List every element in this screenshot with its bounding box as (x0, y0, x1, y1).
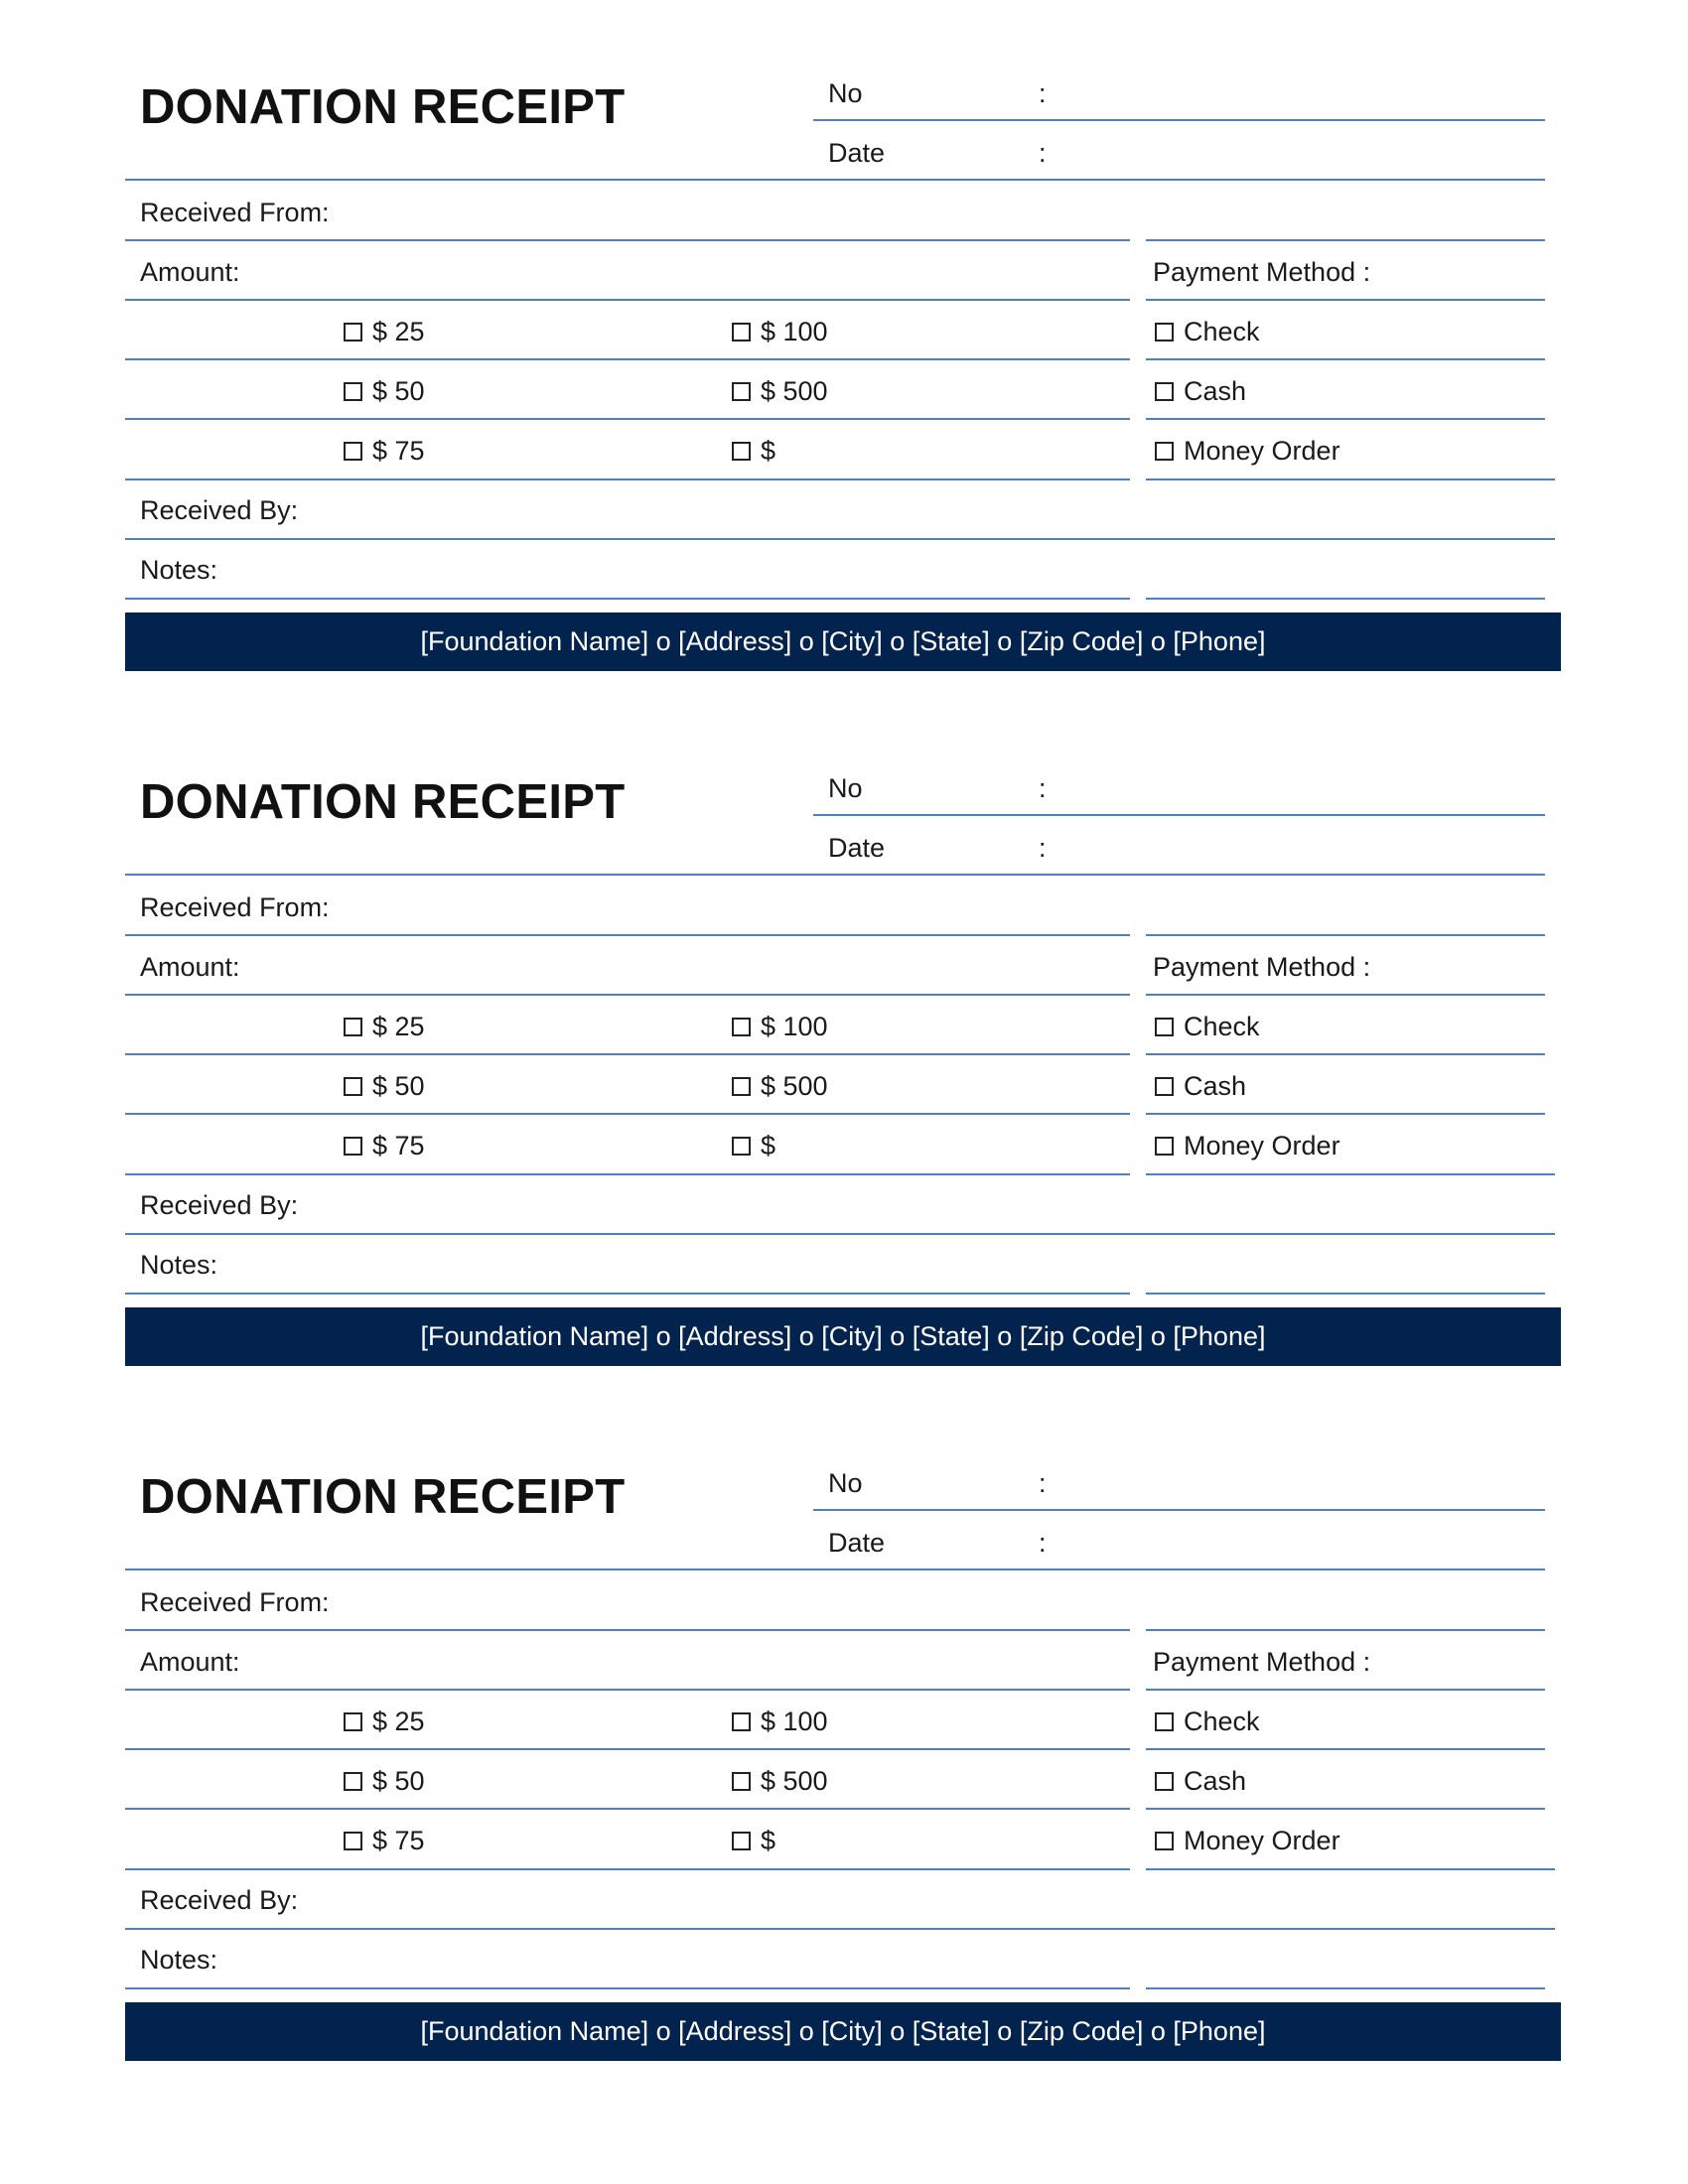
received-from-label: Received From: (140, 1587, 330, 1617)
notes-label: Notes: (140, 1250, 218, 1280)
checkbox-icon[interactable] (732, 1772, 751, 1791)
amount-option-500[interactable] (732, 376, 828, 407)
payment-option-label: Cash (1184, 1071, 1247, 1101)
payment-option-money-order[interactable] (1155, 1131, 1340, 1161)
checkbox-icon[interactable] (1155, 1712, 1174, 1731)
checkbox-icon[interactable] (1155, 323, 1174, 341)
amount-option-50[interactable] (344, 1766, 425, 1797)
received-by-field-line[interactable] (125, 1233, 1555, 1235)
option-row-line (125, 1113, 1130, 1115)
received-from-label: Received From: (140, 892, 330, 922)
notes-field-line-right (1146, 1987, 1545, 1989)
checkbox-icon[interactable] (344, 382, 362, 401)
received-from-field-line[interactable] (125, 239, 1130, 241)
checkbox-icon[interactable] (344, 1772, 362, 1791)
checkbox-icon[interactable] (344, 1137, 362, 1156)
payment-row-line (1146, 1868, 1555, 1870)
received-by-label: Received By: (140, 1190, 299, 1220)
receipt-title: DONATION RECEIPT (140, 80, 626, 134)
payment-method-line (1146, 299, 1545, 301)
date-label: Date (828, 138, 886, 168)
notes-label: Notes: (140, 555, 218, 585)
amount-option-label: $ 500 (761, 376, 828, 406)
checkbox-icon[interactable] (344, 1712, 362, 1731)
amount-option-75[interactable] (344, 1131, 425, 1161)
date-colon: : (1039, 1528, 1047, 1558)
date-label: Date (828, 833, 886, 863)
amount-option-label: $ 50 (372, 1071, 425, 1101)
option-row-line (125, 1053, 1130, 1055)
amount-option-label: $ (761, 1131, 776, 1160)
amount-option-label: $ 500 (761, 1766, 828, 1796)
option-row-line (125, 358, 1130, 360)
payment-option-check[interactable] (1155, 1706, 1260, 1737)
notes-field-line-right (1146, 1293, 1545, 1295)
date-field-line[interactable] (125, 179, 1545, 181)
received-by-label: Received By: (140, 495, 299, 525)
amount-option-label: $ 500 (761, 1071, 828, 1101)
payment-row-line (1146, 1113, 1545, 1115)
amount-option-label: $ 75 (372, 436, 425, 466)
payment-method-label: Payment Method : (1153, 1647, 1371, 1677)
amount-line (125, 994, 1130, 996)
amount-label: Amount: (140, 952, 240, 982)
received-by-label: Received By: (140, 1885, 299, 1915)
amount-option-label: $ 100 (761, 1706, 828, 1736)
amount-option-75[interactable] (344, 1826, 425, 1856)
checkbox-icon[interactable] (344, 442, 362, 461)
payment-method-top-line (1146, 934, 1545, 936)
amount-option-500[interactable] (732, 1766, 828, 1797)
option-row-line (125, 418, 1130, 420)
payment-option-label: Check (1184, 1012, 1260, 1041)
option-row-line (125, 1173, 1130, 1175)
checkbox-icon[interactable] (732, 1077, 751, 1096)
payment-row-line (1146, 418, 1545, 420)
no-label: No (828, 1468, 863, 1498)
checkbox-icon[interactable] (344, 1018, 362, 1036)
payment-row-line (1146, 1748, 1545, 1750)
amount-option-other[interactable] (732, 436, 775, 467)
no-field-line[interactable] (813, 814, 1545, 816)
amount-option-500[interactable] (732, 1071, 828, 1102)
no-field-line[interactable] (813, 1509, 1545, 1511)
checkbox-icon[interactable] (1155, 442, 1174, 461)
notes-label: Notes: (140, 1945, 218, 1975)
checkbox-icon[interactable] (732, 1712, 751, 1731)
amount-option-label: $ 25 (372, 1012, 425, 1041)
no-field-line[interactable] (813, 119, 1545, 121)
amount-option-100[interactable] (732, 1012, 828, 1042)
no-colon: : (1039, 773, 1047, 803)
payment-method-top-line (1146, 1629, 1545, 1631)
amount-option-label: $ (761, 436, 776, 466)
no-colon: : (1039, 1468, 1047, 1498)
payment-method-line (1146, 994, 1545, 996)
payment-row-line (1146, 1808, 1545, 1810)
payment-row-line (1146, 358, 1545, 360)
amount-line (125, 299, 1130, 301)
payment-row-line (1146, 478, 1555, 480)
no-label: No (828, 773, 863, 803)
amount-option-other[interactable] (732, 1131, 775, 1161)
payment-option-label: Cash (1184, 1766, 1247, 1796)
amount-option-25[interactable] (344, 1706, 425, 1737)
amount-option-label: $ 50 (372, 376, 425, 406)
option-row-line (125, 1808, 1130, 1810)
checkbox-icon[interactable] (1155, 382, 1174, 401)
checkbox-icon[interactable] (344, 323, 362, 341)
amount-option-label: $ 25 (372, 317, 425, 346)
payment-option-cash[interactable] (1155, 1766, 1246, 1797)
received-from-field-line[interactable] (125, 934, 1130, 936)
payment-option-label: Money Order (1184, 436, 1340, 466)
checkbox-icon[interactable] (344, 1832, 362, 1850)
amount-option-label: $ 50 (372, 1766, 425, 1796)
notes-field-line[interactable] (125, 1987, 1130, 1989)
payment-option-label: Check (1184, 1706, 1260, 1736)
payment-option-label: Check (1184, 317, 1260, 346)
amount-label: Amount: (140, 1647, 240, 1677)
date-field-line[interactable] (125, 1569, 1545, 1570)
receipt-title: DONATION RECEIPT (140, 1470, 626, 1524)
payment-option-check[interactable] (1155, 317, 1260, 347)
option-row-line (125, 478, 1130, 480)
checkbox-icon[interactable] (344, 1077, 362, 1096)
receipt-2 (0, 695, 1688, 1351)
amount-option-25[interactable] (344, 317, 425, 347)
payment-option-cash[interactable] (1155, 1071, 1246, 1102)
amount-option-75[interactable] (344, 436, 425, 467)
checkbox-icon[interactable] (732, 382, 751, 401)
amount-option-label: $ (761, 1826, 776, 1855)
checkbox-icon[interactable] (732, 323, 751, 341)
payment-option-label: Cash (1184, 376, 1247, 406)
checkbox-icon[interactable] (1155, 1077, 1174, 1096)
notes-field-line[interactable] (125, 598, 1130, 600)
foundation-footer: [Foundation Name] o [Address] o [City] o [State] o [Zip Code] o [Phone] (125, 2002, 1561, 2061)
amount-option-50[interactable] (344, 1071, 425, 1102)
amount-option-other[interactable] (732, 1826, 775, 1856)
payment-option-money-order[interactable] (1155, 436, 1340, 467)
amount-option-label: $ 75 (372, 1131, 425, 1160)
payment-option-cash[interactable] (1155, 376, 1246, 407)
checkbox-icon[interactable] (732, 1137, 751, 1156)
receipt-3 (0, 1390, 1688, 2046)
payment-row-line (1146, 1173, 1555, 1175)
checkbox-icon[interactable] (732, 1832, 751, 1850)
received-by-field-line[interactable] (125, 538, 1555, 540)
receipt-1 (0, 0, 1688, 656)
payment-option-money-order[interactable] (1155, 1826, 1340, 1856)
payment-method-top-line (1146, 239, 1545, 241)
checkbox-icon[interactable] (1155, 1772, 1174, 1791)
foundation-footer: [Foundation Name] o [Address] o [City] o [State] o [Zip Code] o [Phone] (125, 613, 1561, 671)
amount-option-label: $ 25 (372, 1706, 425, 1736)
payment-option-label: Money Order (1184, 1131, 1340, 1160)
option-row-line (125, 1868, 1130, 1870)
received-by-field-line[interactable] (125, 1928, 1555, 1930)
notes-field-line[interactable] (125, 1293, 1130, 1295)
notes-field-line-right (1146, 598, 1545, 600)
amount-label: Amount: (140, 257, 240, 287)
payment-method-label: Payment Method : (1153, 952, 1371, 982)
foundation-footer: [Foundation Name] o [Address] o [City] o [State] o [Zip Code] o [Phone] (125, 1307, 1561, 1366)
checkbox-icon[interactable] (1155, 1832, 1174, 1850)
payment-row-line (1146, 1053, 1545, 1055)
option-row-line (125, 1748, 1130, 1750)
no-label: No (828, 78, 863, 108)
checkbox-icon[interactable] (1155, 1137, 1174, 1156)
checkbox-icon[interactable] (732, 442, 751, 461)
received-from-label: Received From: (140, 198, 330, 227)
payment-option-label: Money Order (1184, 1826, 1340, 1855)
amount-option-25[interactable] (344, 1012, 425, 1042)
receipt-title: DONATION RECEIPT (140, 775, 626, 829)
date-label: Date (828, 1528, 886, 1558)
no-colon: : (1039, 78, 1047, 108)
date-field-line[interactable] (125, 874, 1545, 876)
checkbox-icon[interactable] (732, 1018, 751, 1036)
amount-option-50[interactable] (344, 376, 425, 407)
amount-option-label: $ 100 (761, 1012, 828, 1041)
payment-method-line (1146, 1689, 1545, 1691)
received-from-field-line[interactable] (125, 1629, 1130, 1631)
payment-option-check[interactable] (1155, 1012, 1260, 1042)
date-colon: : (1039, 138, 1047, 168)
amount-line (125, 1689, 1130, 1691)
payment-method-label: Payment Method : (1153, 257, 1371, 287)
date-colon: : (1039, 833, 1047, 863)
amount-option-100[interactable] (732, 1706, 828, 1737)
amount-option-100[interactable] (732, 317, 828, 347)
amount-option-label: $ 75 (372, 1826, 425, 1855)
checkbox-icon[interactable] (1155, 1018, 1174, 1036)
amount-option-label: $ 100 (761, 317, 828, 346)
